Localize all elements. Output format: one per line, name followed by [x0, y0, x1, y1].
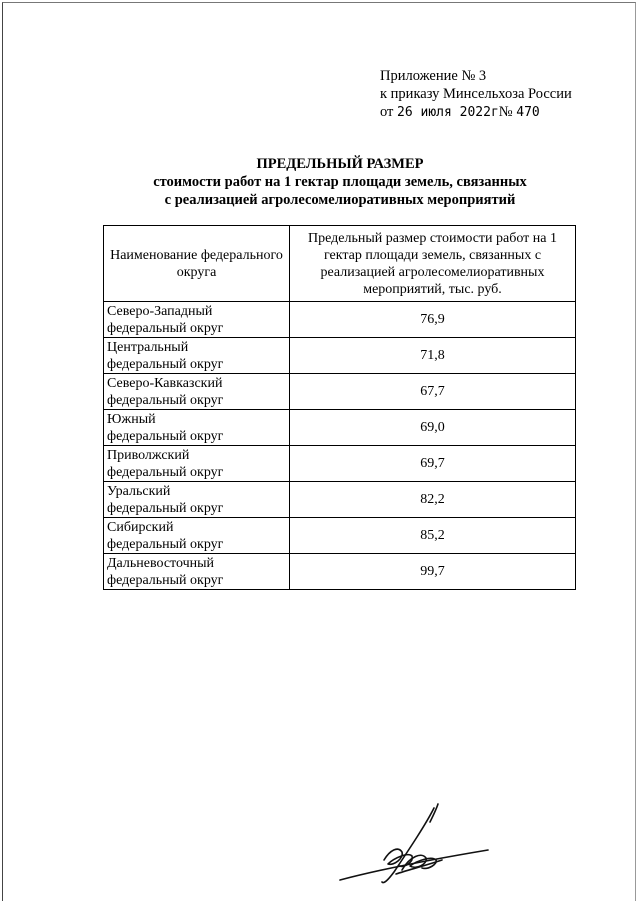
appendix-number: Приложение № 3 [380, 68, 487, 84]
table-row [104, 302, 576, 338]
district-name: Северо-Западный федеральный округ [104, 302, 290, 338]
cost-limit-value: 82,2 [290, 482, 576, 518]
district-name: Южный федеральный округ [104, 410, 290, 446]
cost-limit-value: 85,2 [290, 518, 576, 554]
table-row [104, 338, 576, 374]
table-row [104, 410, 576, 446]
district-name: Уральский федеральный округ [104, 482, 290, 518]
cost-limit-value: 67,7 [290, 374, 576, 410]
number-sign: № [498, 104, 513, 120]
table-row [104, 554, 576, 590]
district-name: Центральный федеральный округ [104, 338, 290, 374]
document-heading [90, 155, 590, 209]
document-subtitle-line-2: с реализацией агролесомелиоративных мероприятий [164, 192, 516, 208]
column-header-district: Наименование федерального округа [104, 226, 290, 302]
document-title: ПРЕДЕЛЬНЫЙ РАЗМЕР [256, 156, 424, 172]
district-name: Дальневосточный федеральный округ [104, 554, 290, 590]
appendix-header [380, 67, 572, 122]
table-row [104, 446, 576, 482]
district-name: Северо-Кавказский федеральный округ [104, 374, 290, 410]
table-header-row [104, 226, 576, 302]
cost-limits-table [103, 225, 576, 590]
cost-limit-value: 99,7 [290, 554, 576, 590]
cost-limit-value: 71,8 [290, 338, 576, 374]
district-name: Приволжский федеральный округ [104, 446, 290, 482]
order-date-stamp: 26 июля 2022г [397, 105, 499, 120]
date-prefix: от [380, 104, 394, 120]
order-number-stamp: 470 [516, 105, 540, 120]
table-row [104, 482, 576, 518]
column-header-cost-limit: Предельный размер стоимости работ на 1 гектар площади земель, связанных с реализацией агролесомелиоративных мероприятий, тыс. руб. [290, 226, 576, 302]
order-reference: к приказу Минсельхоза России [380, 86, 572, 102]
handwritten-signature [338, 800, 498, 890]
cost-limit-value: 76,9 [290, 302, 576, 338]
cost-limit-value: 69,0 [290, 410, 576, 446]
document-subtitle-line-1: стоимости работ на 1 гектар площади земель, связанных [153, 174, 527, 190]
district-name: Сибирский федеральный округ [104, 518, 290, 554]
table-row [104, 374, 576, 410]
cost-limit-value: 69,7 [290, 446, 576, 482]
order-date-line [380, 103, 572, 122]
table-row [104, 518, 576, 554]
